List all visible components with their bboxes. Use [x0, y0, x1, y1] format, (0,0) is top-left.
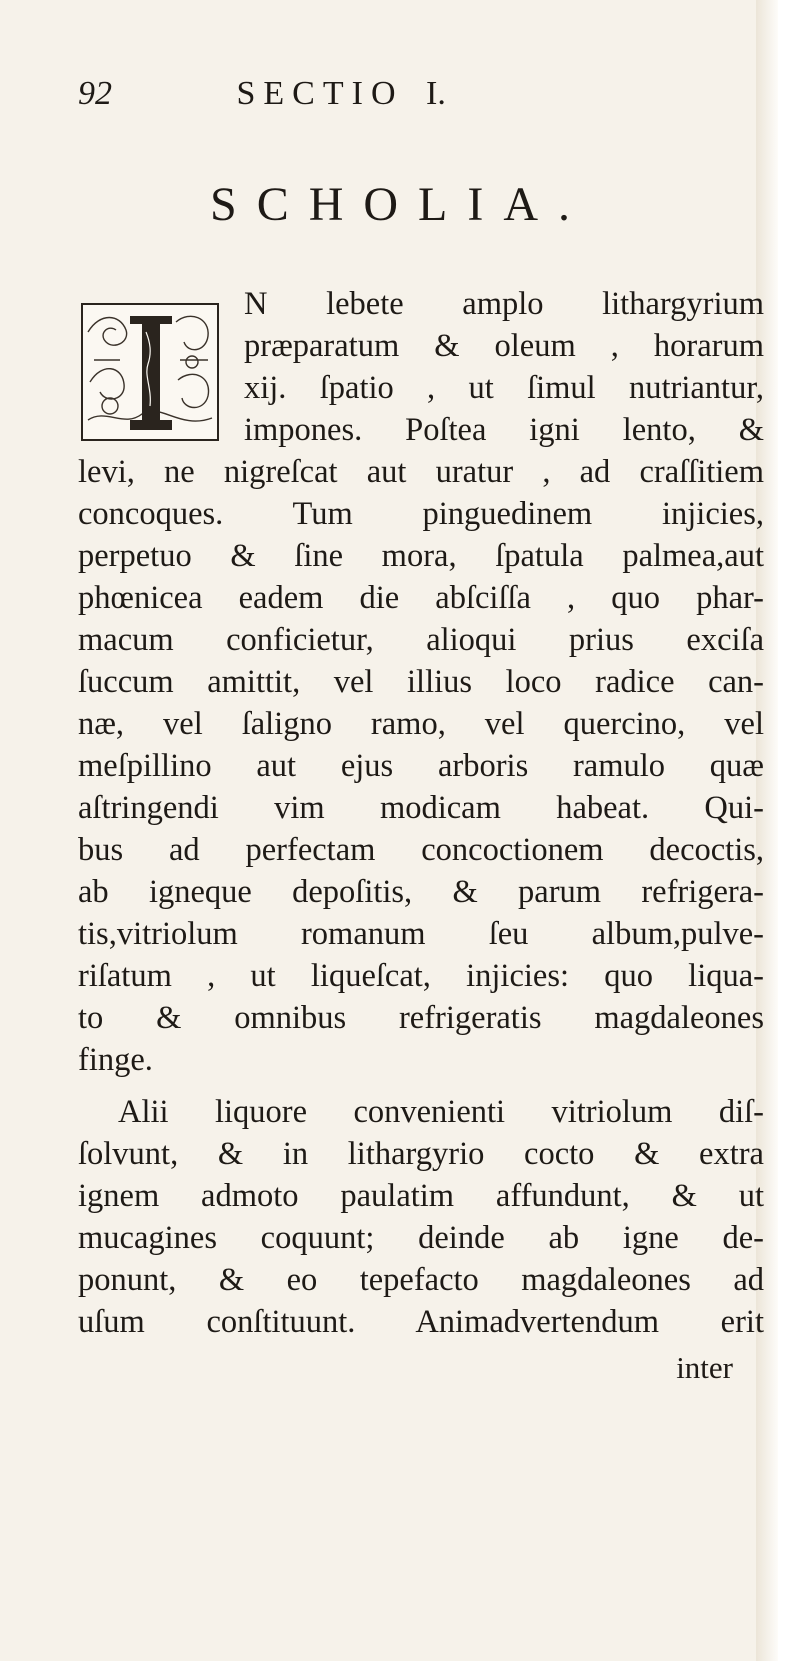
text-line: riſatum , ut liqueſcat, injicies: quo liqua-: [78, 958, 764, 994]
running-head: [78, 72, 638, 116]
text-line: xij. ſpatio , ut ſimul nutriantur,: [244, 370, 764, 406]
text-line: uſum conſtituunt. Animadvertendum erit: [78, 1304, 764, 1340]
text-line: ſuccum amittit, vel illius loco radice can-: [78, 664, 764, 700]
text-line: ponunt, & eo tepefacto magdaleones ad: [78, 1262, 764, 1298]
section-number: I.: [426, 75, 446, 112]
text-line: bus ad perfectam concoctionem decoctis,: [78, 832, 764, 868]
text-line: meſpillino aut ejus arboris ramulo quæ: [78, 748, 764, 784]
text-line: macum conficietur, alioqui prius exciſa: [78, 622, 764, 658]
text-line: perpetuo & ſine mora, ſpatula palmea,aut: [78, 538, 764, 574]
text-line: aſtringendi vim modicam habeat. Qui-: [78, 790, 764, 826]
chapter-title: SCHOLIA.: [210, 178, 591, 231]
text-line: impones. Poſtea igni lento, &: [244, 412, 764, 448]
text-line: levi, ne nigreſcat aut uratur , ad craſſitiem: [78, 454, 764, 490]
text-line: mucagines coquunt; deinde ab igne de-: [78, 1220, 764, 1256]
page-number: 92: [78, 75, 112, 112]
text-line: Alii liquore convenienti vitriolum diſ-: [118, 1094, 764, 1130]
text-line: N lebete amplo lithargyrium: [244, 286, 764, 322]
text-line: ſolvunt, & in lithargyrio cocto & extra: [78, 1136, 764, 1172]
text-line: finge.: [78, 1042, 153, 1078]
text-line: concoques. Tum pinguedinem injicies,: [78, 496, 764, 532]
section-label: SECTIO: [236, 75, 404, 112]
text-line: tis,vitriolum romanum ſeu album,pulve-: [78, 916, 764, 952]
text-line: næ, vel ſaligno ramo, vel quercino, vel: [78, 706, 764, 742]
text-line: to & omnibus refrigeratis magdaleones: [78, 1000, 764, 1036]
catchword: inter: [676, 1350, 733, 1385]
decorated-initial: [80, 302, 220, 442]
text-line: præparatum & oleum , horarum: [244, 328, 764, 364]
text-line: phœnicea eadem die abſciſſa , quo phar-: [78, 580, 764, 616]
text-line: ab igneque depoſitis, & parum refrigera-: [78, 874, 764, 910]
text-line: ignem admoto paulatim affundunt, & ut: [78, 1178, 764, 1214]
